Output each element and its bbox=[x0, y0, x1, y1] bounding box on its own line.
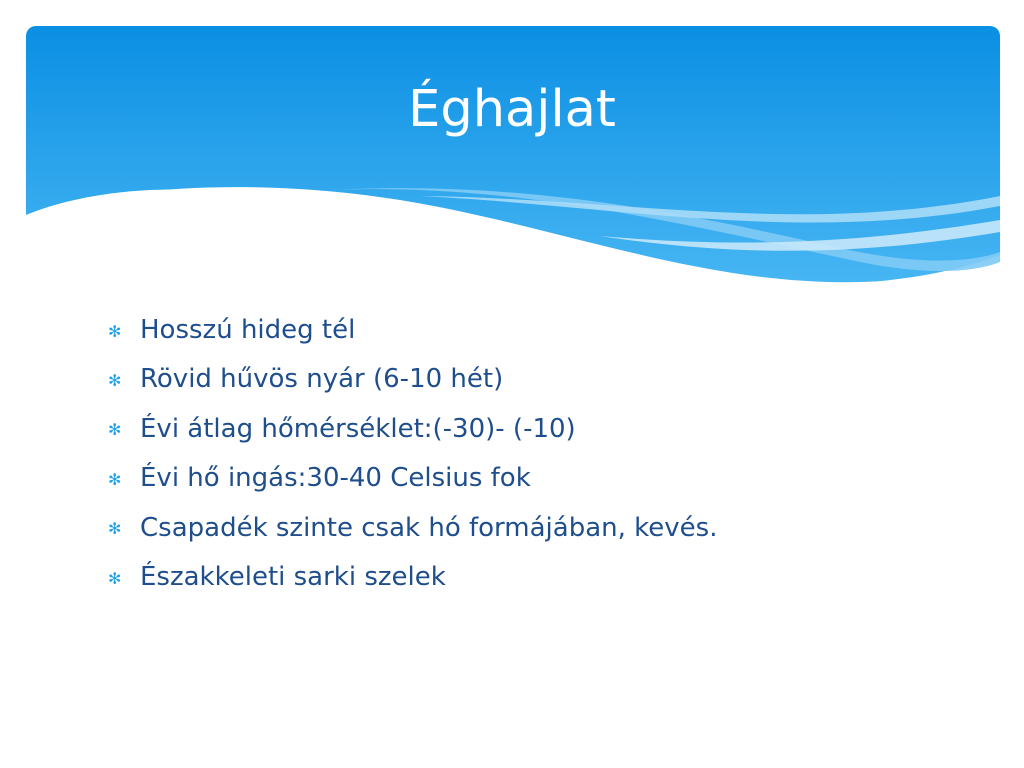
bullet-text: Évi hő ingás:30-40 Celsius fok bbox=[140, 463, 531, 494]
bullet-item bbox=[108, 306, 968, 355]
bullet-item bbox=[108, 405, 968, 454]
snowflake-asterisk-icon: ✻ bbox=[108, 469, 122, 489]
header-wave-banner bbox=[0, 0, 1024, 300]
snowflake-asterisk-icon: ✻ bbox=[108, 568, 122, 588]
snowflake-asterisk-icon: ✻ bbox=[108, 371, 122, 391]
bullet-item bbox=[108, 553, 968, 602]
bullet-text: Csapadék szinte csak hó formájában, kevés. bbox=[140, 512, 718, 543]
bullet-text: Hosszú hideg tél bbox=[140, 315, 356, 346]
snowflake-asterisk-icon: ✻ bbox=[108, 519, 122, 539]
bullet-text: Évi átlag hőmérséklet:(-30)- (-10) bbox=[140, 413, 576, 444]
snowflake-asterisk-icon: ✻ bbox=[108, 420, 122, 440]
bullet-item bbox=[108, 355, 968, 404]
bullet-list bbox=[108, 306, 968, 602]
bullet-item bbox=[108, 454, 968, 503]
slide-title: Éghajlat bbox=[408, 80, 616, 139]
bullet-text: Rövid hűvös nyár (6-10 hét) bbox=[140, 364, 504, 395]
bullet-text: Északkeleti sarki szelek bbox=[140, 562, 446, 593]
snowflake-asterisk-icon: ✻ bbox=[108, 321, 122, 341]
bullet-item bbox=[108, 504, 968, 553]
